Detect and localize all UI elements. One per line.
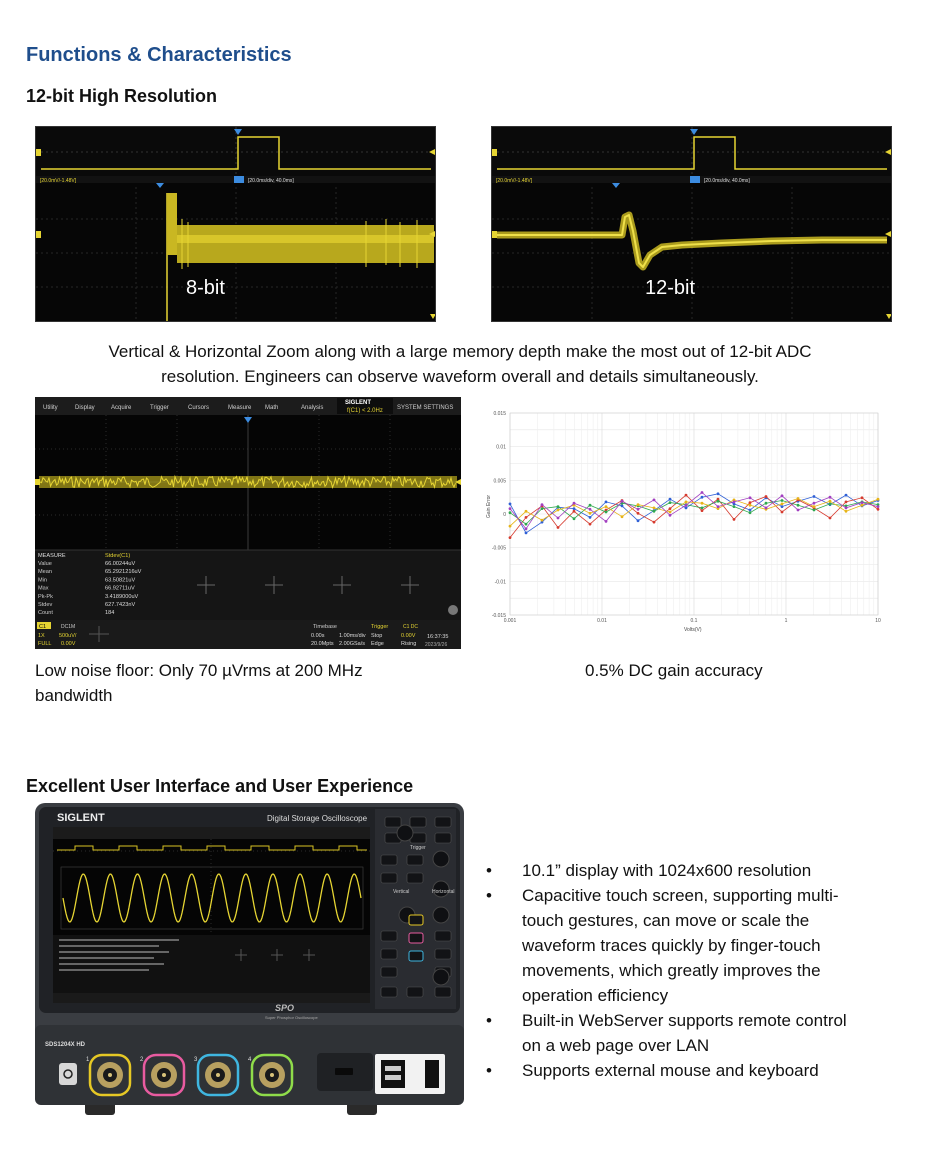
section-title-ui: Excellent User Interface and User Experience — [26, 776, 414, 796]
gain-point — [525, 523, 528, 526]
svg-text:1X: 1X — [38, 633, 45, 639]
gain-point — [637, 519, 640, 522]
oscilloscope-illustration — [35, 803, 464, 1121]
gain-point — [813, 509, 816, 512]
gain-ytick: 0.005 — [493, 478, 506, 485]
measure-row-value: 627.7423nV — [105, 602, 136, 608]
svg-text:Edge: Edge — [371, 641, 384, 647]
scope-8bit-waveform — [36, 127, 435, 321]
gain-point — [637, 508, 640, 511]
feature-bullet-item — [486, 883, 906, 1008]
noise-caption: Low noise floor: Only 70 µVrms at 200 MHz bandwidth — [35, 661, 363, 705]
gain-point — [717, 492, 720, 495]
feature-bullet-list — [486, 858, 906, 1083]
gain-point — [797, 497, 800, 500]
gain-point — [653, 507, 656, 510]
gain-point — [861, 504, 864, 507]
feature-bullet-item — [486, 1058, 906, 1083]
gain-point — [877, 505, 880, 508]
scope-menu-item[interactable]: Analysis — [301, 405, 324, 411]
gain-ylabel: Gain Error — [486, 494, 492, 518]
gain-point — [557, 517, 560, 520]
noise-scope-display — [35, 397, 461, 649]
gain-point — [605, 501, 608, 504]
svg-text:Trigger: Trigger — [410, 845, 426, 851]
svg-text:SPO: SPO — [275, 1003, 295, 1013]
measure-row-name: Pk-Pk — [38, 593, 53, 600]
gain-point — [717, 505, 720, 508]
svg-text:Vertical: Vertical — [393, 889, 410, 895]
gain-point — [845, 501, 848, 504]
gain-point — [749, 511, 752, 514]
measure-row-value: 66.00244uV — [105, 561, 136, 567]
gain-point — [573, 502, 576, 505]
gain-point — [557, 505, 560, 508]
gain-point — [669, 511, 672, 514]
measure-row-value: 65.29212​16uV — [105, 569, 142, 576]
gain-point — [605, 505, 608, 508]
device-model: SDS1204X HD — [45, 1042, 86, 1048]
gain-point — [589, 508, 592, 511]
gain-ytick: -0.015 — [491, 613, 506, 619]
svg-text:500uV/: 500uV/ — [59, 633, 77, 639]
device-brand: SIGLENT — [57, 812, 105, 824]
gain-point — [781, 511, 784, 514]
svg-text:Horizontal: Horizontal — [432, 889, 455, 895]
gain-point — [845, 507, 848, 510]
gain-point — [797, 509, 800, 512]
measure-header-label: MEASURE — [38, 553, 66, 559]
gain-point — [781, 494, 784, 497]
gain-ytick: -0.01 — [494, 579, 506, 586]
gain-point — [509, 511, 512, 514]
gain-point — [509, 503, 512, 506]
section-title-resolution: 12-bit High Resolution — [26, 86, 217, 106]
bullet-dot-icon: • — [486, 886, 492, 905]
scope-menu-item[interactable]: Measure — [228, 405, 252, 411]
scope-menu-item[interactable]: Acquire — [111, 405, 132, 411]
gain-point — [653, 499, 656, 502]
svg-text:0.00s: 0.00s — [311, 633, 325, 639]
feature-bullet-line: Capacitive touch screen, supporting multi- — [522, 886, 839, 905]
svg-text:Super Phosphor Oscilloscope: Super Phosphor Oscilloscope — [265, 1015, 318, 1020]
svg-text:[20.0ms/div, 40.0ms]: [20.0ms/div, 40.0ms] — [704, 178, 750, 184]
feature-bullet-line: on a web page over LAN — [522, 1036, 710, 1055]
measure-row-name: Mean — [38, 569, 52, 576]
gain-xlabel: Volts(V) — [684, 627, 702, 633]
gain-xtick: 10 — [875, 618, 881, 624]
measure-row-value: 3.41890​00uV — [105, 593, 139, 600]
measure-row-name: Value — [38, 561, 52, 567]
measure-row-value: 66.92711uV — [105, 585, 135, 592]
gain-point — [589, 516, 592, 519]
measure-row-value: 184 — [105, 610, 115, 617]
gain-point — [669, 501, 672, 504]
channel-number: 4 — [248, 1057, 252, 1063]
svg-text:[20.0mV/-1.48V]: [20.0mV/-1.48V] — [496, 178, 533, 184]
svg-text:FULL: FULL — [38, 641, 52, 647]
svg-text:[20.0mV/-1.48V]: [20.0mV/-1.48V] — [40, 178, 77, 184]
oscilloscope-device-image — [35, 803, 464, 1121]
gain-accuracy-plot — [484, 403, 886, 635]
gain-ytick: -0.005 — [491, 545, 506, 552]
gain-point — [701, 509, 704, 512]
svg-text:16:37:35: 16:37:35 — [427, 634, 449, 640]
label-12bit: 12-bit — [645, 277, 696, 299]
gain-caption: 0.5% DC gain accuracy — [585, 661, 763, 680]
measure-row-name: Min — [38, 577, 48, 584]
gain-point — [829, 503, 832, 506]
noise-scope-screenshot — [35, 397, 461, 649]
scope-12bit-waveform — [492, 127, 891, 321]
gain-point — [701, 491, 704, 494]
gain-point — [541, 503, 544, 506]
gain-point — [685, 494, 688, 497]
gain-point — [685, 501, 688, 504]
feature-bullet-line: movements, which greatly improves the — [522, 961, 821, 980]
zoom-caption: Vertical & Horizontal Zoom along with a large memory depth make the most out of 12-bit ADC resolution. Engineers can observe waveform overall and details simultaneously. — [108, 342, 812, 386]
svg-text:SYSTEM SETTINGS: SYSTEM SETTINGS — [397, 405, 454, 411]
svg-text:2.00GSa/s: 2.00GSa/s — [339, 641, 365, 647]
scope-menu-item[interactable]: Trigger — [150, 405, 169, 411]
gain-point — [749, 501, 752, 504]
gain-point — [621, 505, 624, 508]
bullet-dot-icon: • — [486, 1061, 492, 1080]
gain-point — [717, 500, 720, 503]
feature-bullet-line: operation efficiency — [522, 986, 669, 1005]
gain-point — [829, 517, 832, 520]
gain-point — [861, 501, 864, 504]
gain-point — [573, 507, 576, 510]
gain-point — [701, 507, 704, 510]
gain-point — [541, 507, 544, 510]
svg-text:[20.0ms/div, 40.0ms]: [20.0ms/div, 40.0ms] — [248, 178, 294, 184]
measure-row-name: Max — [38, 585, 49, 592]
gain-point — [573, 510, 576, 513]
gain-xtick: 1 — [784, 618, 788, 624]
scope-menu-item[interactable]: Utility — [43, 405, 58, 411]
gain-point — [813, 502, 816, 505]
bullet-dot-icon: • — [486, 861, 492, 880]
channel-number: 1 — [86, 1057, 90, 1063]
svg-text:Trigger: Trigger — [371, 624, 389, 630]
gain-point — [701, 502, 704, 505]
gain-xtick: 0.01 — [597, 618, 607, 624]
gain-point — [637, 503, 640, 506]
feature-bullet-line: 10.1” display with 1024x600 resolution — [522, 861, 812, 880]
gain-point — [525, 527, 528, 530]
gain-ytick: 0.015 — [493, 411, 506, 417]
gain-accuracy-chart — [484, 403, 886, 635]
gain-point — [845, 494, 848, 497]
gain-point — [733, 505, 736, 508]
measure-row-name: Stdev — [38, 602, 53, 608]
gain-point — [765, 495, 768, 498]
feature-bullet-item — [486, 858, 906, 883]
gain-point — [797, 504, 800, 507]
bullet-dot-icon: • — [486, 1011, 492, 1030]
gain-point — [829, 496, 832, 499]
gain-point — [525, 532, 528, 535]
measure-row-name: Count — [38, 610, 53, 617]
gain-point — [509, 507, 512, 510]
svg-text:f(C1) < 2.0Hz: f(C1) < 2.0Hz — [347, 408, 383, 414]
gain-point — [669, 507, 672, 510]
svg-text:Timebase: Timebase — [313, 624, 337, 630]
scope-menu-item[interactable]: Cursors — [188, 405, 210, 411]
channel-number: 2 — [140, 1057, 144, 1063]
gain-point — [525, 516, 528, 519]
gain-point — [541, 519, 544, 522]
svg-text:DC1M: DC1M — [61, 624, 76, 630]
gain-ytick: 0 — [503, 512, 506, 518]
svg-text:SIGLENT: SIGLENT — [345, 400, 372, 406]
svg-text:20.0Mpts: 20.0Mpts — [311, 641, 334, 647]
gain-point — [749, 509, 752, 512]
gain-point — [781, 503, 784, 506]
gain-point — [701, 496, 704, 499]
gain-point — [781, 499, 784, 502]
gain-point — [813, 505, 816, 508]
scope-menu-item[interactable]: Display — [75, 405, 95, 411]
gain-point — [621, 500, 624, 503]
gain-point — [669, 498, 672, 501]
gain-point — [589, 512, 592, 515]
gain-point — [733, 518, 736, 521]
gain-point — [845, 510, 848, 513]
page-heading: Functions & Characteristics — [26, 44, 292, 66]
gain-point — [861, 496, 864, 499]
gain-point — [605, 511, 608, 514]
gain-point — [685, 504, 688, 507]
gain-point — [765, 507, 768, 510]
svg-text:C1 DC: C1 DC — [403, 624, 419, 630]
svg-text:2023/9/26: 2023/9/26 — [425, 642, 448, 648]
gain-point — [637, 512, 640, 515]
feature-bullet-line: touch gestures, can move or scale the — [522, 911, 810, 930]
gain-point — [781, 505, 784, 508]
gain-point — [669, 514, 672, 517]
gain-point — [589, 504, 592, 507]
measure-header-source: Stdev(C1) — [105, 553, 131, 559]
gain-point — [813, 495, 816, 498]
scope-8bit-screenshot — [35, 126, 436, 322]
gain-point — [877, 508, 880, 511]
svg-text:Stop: Stop — [371, 633, 383, 639]
gain-point — [509, 525, 512, 528]
gain-point — [621, 515, 624, 518]
gain-point — [525, 510, 528, 513]
gain-point — [829, 500, 832, 503]
gain-ytick: 0.01 — [496, 444, 506, 451]
feature-bullet-line: Built-in WebServer supports remote control — [522, 1011, 847, 1030]
gain-point — [765, 502, 768, 505]
scope-menu-item[interactable]: Math — [265, 405, 279, 411]
gain-point — [557, 526, 560, 529]
gain-point — [573, 517, 576, 520]
label-8bit: 8-bit — [186, 277, 225, 299]
feature-bullet-line: Supports external mouse and keyboard — [522, 1061, 819, 1080]
svg-text:1.00ms/div: 1.00ms/div — [339, 633, 366, 639]
gain-point — [749, 496, 752, 499]
svg-text:Rising: Rising — [401, 641, 417, 647]
svg-text:0.00V: 0.00V — [401, 633, 416, 639]
gain-point — [589, 523, 592, 526]
device-subtitle: Digital Storage Oscilloscope — [267, 814, 368, 823]
gain-point — [605, 520, 608, 523]
feature-bullet-item — [486, 1008, 906, 1058]
measure-row-value: 63.50821uV — [105, 577, 136, 584]
channel-number: 3 — [194, 1057, 198, 1063]
svg-text:0.00V: 0.00V — [61, 641, 76, 647]
svg-text:C1: C1 — [39, 624, 47, 630]
scope-12bit-screenshot — [491, 126, 892, 322]
gain-xtick: 0.1 — [690, 618, 698, 624]
gain-point — [653, 521, 656, 524]
gain-point — [749, 504, 752, 507]
gain-point — [653, 510, 656, 513]
gain-point — [509, 536, 512, 539]
gain-point — [685, 507, 688, 510]
gain-point — [877, 498, 880, 501]
gain-point — [733, 501, 736, 504]
feature-bullet-line: waveform traces quickly by finger-touch — [522, 936, 821, 955]
gain-xtick: 0.001 — [503, 618, 517, 624]
gain-point — [557, 509, 560, 512]
